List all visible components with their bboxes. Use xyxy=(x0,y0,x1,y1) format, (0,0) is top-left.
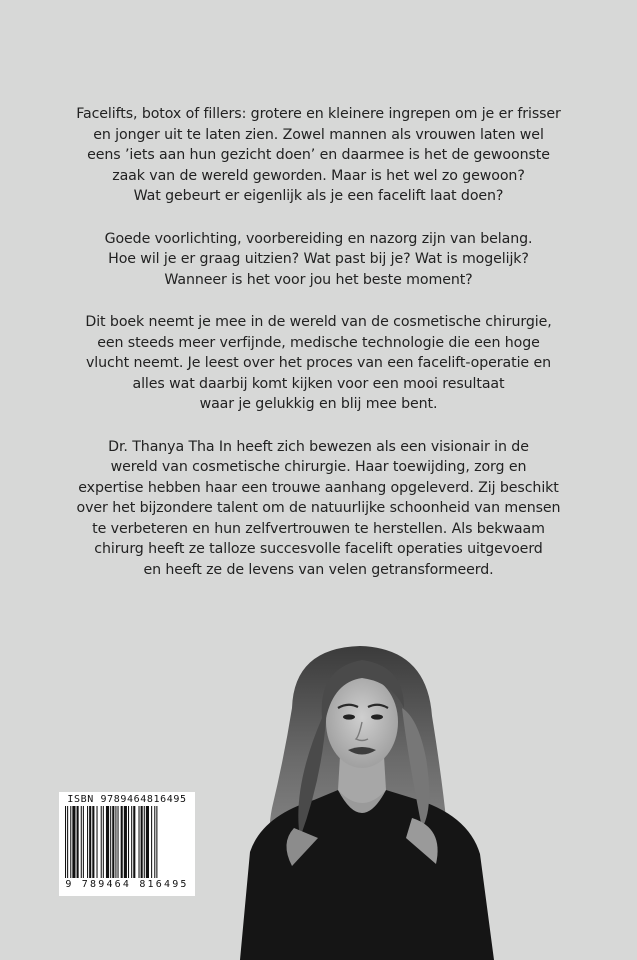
text-line: Wanneer is het voor jou het beste moment? xyxy=(164,271,473,288)
text-line: en heeft ze de levens van velen getransformeerd. xyxy=(143,561,494,578)
text-line: over het bijzondere talent om de natuurlijke schoonheid van mensen xyxy=(76,500,561,516)
barcode-bar xyxy=(81,806,82,878)
barcode-bars xyxy=(65,806,189,878)
barcode-bar xyxy=(131,806,132,878)
barcode-bar xyxy=(106,806,109,878)
barcode-bar xyxy=(154,806,155,878)
text-line: wereld van cosmetische chirurgie. Haar toewijding, zorg en xyxy=(110,459,527,475)
text-line: en jonger uit te laten zien. Zowel mannen als vrouwen laten wel xyxy=(93,126,544,143)
barcode-bar xyxy=(101,806,102,878)
barcode-bar xyxy=(92,806,94,878)
barcode-bar xyxy=(139,806,140,878)
blurb-paragraph-2 xyxy=(60,229,577,291)
text-line: te verbeteren en hun zelfvertrouwen te herstellen. Als bekwaam xyxy=(92,520,545,537)
isbn-barcode xyxy=(59,792,195,896)
isbn-digits: 9 789464 816495 xyxy=(65,879,189,890)
barcode-bar xyxy=(77,806,79,878)
barcode-bar xyxy=(141,806,143,878)
text-line: waar je gelukkig en blij mee bent. xyxy=(199,396,438,412)
text-line: alles wat daarbij komt kijken voor een mooi resultaat xyxy=(132,375,505,392)
barcode-bar xyxy=(121,806,123,878)
barcode-bar xyxy=(128,806,129,878)
blurb-paragraph-3 xyxy=(60,312,577,415)
barcode-bar xyxy=(146,806,149,878)
text-line: chirurg heeft ze talloze succesvolle facelift operaties uitgevoerd xyxy=(94,541,543,557)
barcode-bar xyxy=(89,806,91,878)
barcode-bar xyxy=(87,806,88,878)
barcode-bar xyxy=(133,806,135,878)
text-line: Hoe wil je er graag uitzien? Wat past bij je? Wat is mogelijk? xyxy=(108,251,529,267)
barcode-bar xyxy=(151,806,152,878)
text-line: zaak van de wereld geworden. Maar is het wel zo gewoon? xyxy=(112,167,525,184)
back-cover-blurb xyxy=(60,104,577,602)
text-line: eens ’iets aan hun gezicht doen’ en daarmee is het de gewoonste xyxy=(87,147,550,163)
text-line: Dit boek neemt je mee in de wereld van de cosmetische chirurgie, xyxy=(85,314,552,330)
barcode-bar xyxy=(103,806,104,878)
blurb-paragraph-1 xyxy=(60,104,577,207)
barcode-bar xyxy=(67,806,68,878)
barcode-bar xyxy=(110,806,111,878)
barcode-bar xyxy=(118,806,119,878)
barcode-bar xyxy=(144,806,145,878)
text-line: Goede voorlichting, voorbereiding en nazorg zijn van belang. xyxy=(104,230,533,247)
isbn-label: ISBN 9789464816495 xyxy=(67,794,187,805)
barcode-bar xyxy=(72,806,75,878)
barcode-bar xyxy=(83,806,84,878)
barcode-bar xyxy=(156,806,157,878)
text-line: vlucht neemt. Je leest over het proces van een facelift-operatie en xyxy=(86,355,551,371)
barcode-bar xyxy=(112,806,114,878)
barcode-bar xyxy=(65,806,66,878)
text-line: Wat gebeurt er eigenlijk als je een facelift laat doen? xyxy=(133,188,504,204)
barcode-bar xyxy=(124,806,127,878)
text-line: een steeds meer verfijnde, medische technologie die een hoge xyxy=(97,334,540,351)
text-line: Facelifts, botox of fillers: grotere en kleinere ingrepen om je er frisser xyxy=(76,106,561,122)
author-portrait xyxy=(222,638,502,960)
barcode-bar xyxy=(97,806,98,878)
barcode-bar xyxy=(115,806,116,878)
blurb-paragraph-4 xyxy=(60,437,577,581)
text-line: expertise hebben haar een trouwe aanhang opgeleverd. Zij beschikt xyxy=(78,479,559,496)
text-line: Dr. Thanya Tha In heeft zich bewezen als een visionair in de xyxy=(108,438,529,455)
barcode-bar xyxy=(70,806,71,878)
